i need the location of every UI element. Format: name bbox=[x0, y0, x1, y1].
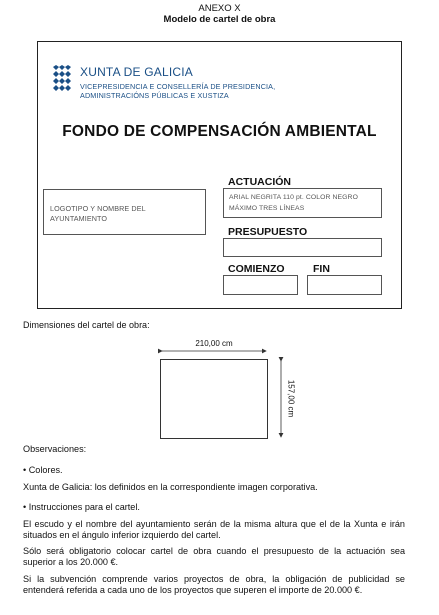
colors-bullet: • Colores. bbox=[23, 465, 63, 475]
width-dimension-label: 210,00 cm bbox=[195, 339, 233, 348]
logo-department-line1: VICEPRESIDENCIA E CONSELLERÍA DE PRESIDENCIA, bbox=[80, 82, 276, 91]
actuacion-label: ACTUACIÓN bbox=[228, 176, 291, 188]
dimensions-title: Dimensiones del cartel de obra: bbox=[23, 320, 150, 330]
sign-title: FONDO DE COMPENSACIÓN AMBIENTAL bbox=[62, 123, 377, 140]
logo-name: XUNTA DE GALICIA bbox=[80, 65, 194, 79]
sign-size-diagram bbox=[160, 359, 268, 439]
municipality-line: LOGOTIPO Y NOMBRE DEL bbox=[50, 204, 146, 213]
municipality-line: AYUNTAMIENTO bbox=[50, 213, 108, 223]
annex-label: ANEXO X bbox=[198, 3, 241, 14]
height-dimension-label: 157,00 cm bbox=[286, 379, 296, 418]
instructions-paragraph-3: Si la subvención comprende varios proyectos de obra, la obligación de publicidad se entenderá referida a cada uno de los proyectos que superen el importe de 20.000 €. bbox=[23, 574, 405, 595]
comienzo-label: COMIENZO bbox=[228, 263, 285, 275]
presupuesto-label: PRESUPUESTO bbox=[228, 226, 308, 238]
instructions-bullet: • Instrucciones para el cartel. bbox=[23, 502, 140, 512]
observations-heading: Observaciones: bbox=[23, 444, 87, 454]
instructions-paragraph-2: Sólo será obligatorio colocar cartel de obra cuando el presupuesto de la actuación sea superior a los 20.000 €. bbox=[23, 546, 405, 567]
logo-department-line2: ADMINISTRACIÓNS PÚBLICAS E XUSTIZA bbox=[80, 91, 229, 100]
actuacion-line: ARIAL NEGRITA 110 pt. COLOR NEGRO bbox=[229, 194, 358, 201]
document-subtitle: Modelo de cartel de obra bbox=[163, 14, 276, 25]
instructions-paragraph-1: El escudo y el nombre del ayuntamiento serán de la misma altura que el de la Xunta e irán situados en el ángulo inferior izquierdo del cartel. bbox=[23, 519, 405, 540]
fin-label: FIN bbox=[313, 263, 330, 275]
colors-paragraph: Xunta de Galicia: los definidos en la correspondiente imagen corporativa. bbox=[23, 482, 318, 492]
actuacion-line: MÁXIMO TRES LÍNEAS bbox=[229, 204, 305, 212]
